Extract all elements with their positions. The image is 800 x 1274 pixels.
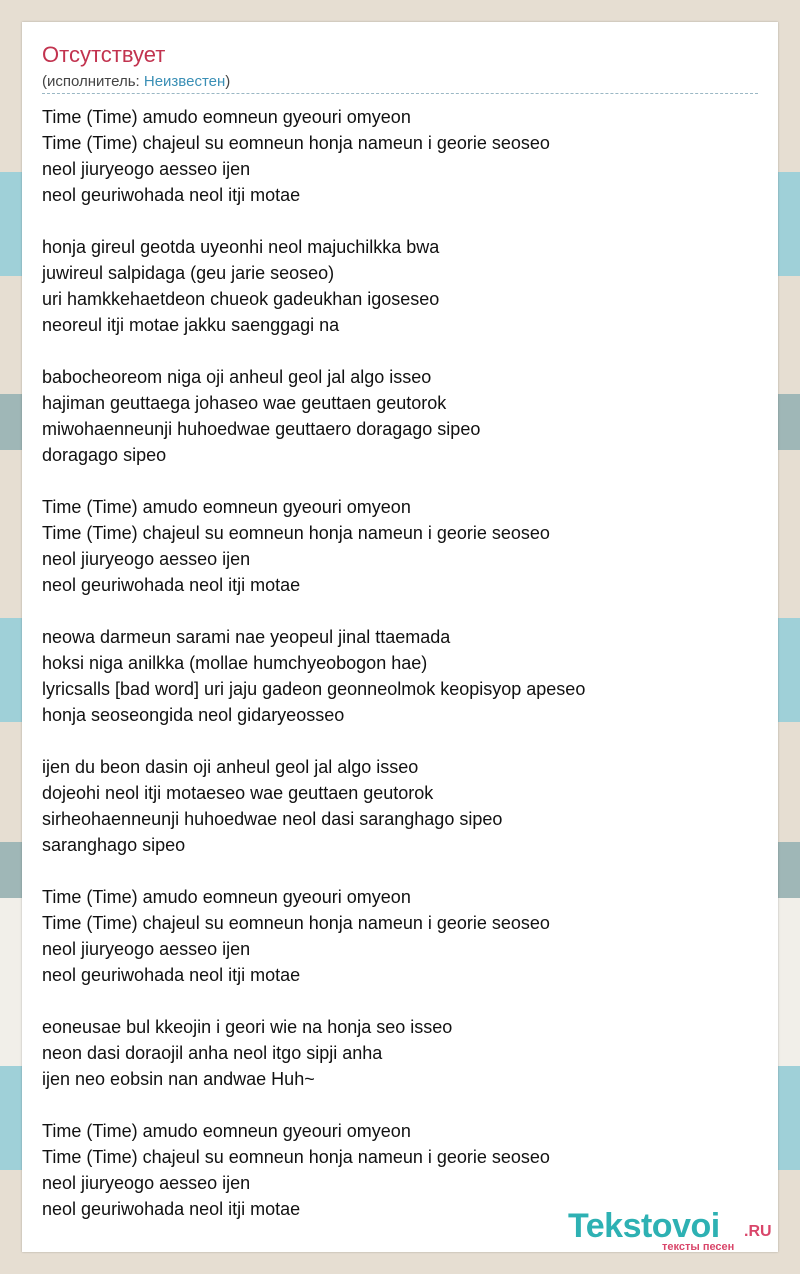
lyric-line: honja seoseongida neol gidaryeosseo <box>42 705 345 725</box>
lyric-line: ijen du beon dasin oji anheul geol jal algo isseo <box>42 757 419 777</box>
lyric-line: neol jiuryeogo aesseo ijen <box>42 939 251 959</box>
lyric-line: ijen neo eobsin nan andwae Huh~ <box>42 1069 315 1089</box>
artist-line <box>42 73 230 90</box>
stanza-break <box>42 338 585 364</box>
lyric-line: doragago sipeo <box>42 445 167 465</box>
stanza-break <box>42 208 585 234</box>
stanza-break <box>42 728 585 754</box>
lyric-line: honja gireul geotda uyeonhi neol majuchilkka bwa <box>42 237 440 257</box>
lyric-line: neol jiuryeogo aesseo ijen <box>42 159 251 179</box>
logo-tld: .RU <box>744 1223 772 1240</box>
lyric-line: Time (Time) amudo eomneun gyeouri omyeon <box>42 887 411 907</box>
lyric-line: juwireul salpidaga (geu jarie seoseo) <box>42 263 335 283</box>
lyric-line: Time (Time) chajeul su eomneun honja nameun i georie seoseo <box>42 1147 550 1167</box>
artist-link[interactable]: Неизвестен <box>143 73 226 90</box>
lyric-line: Time (Time) chajeul su eomneun honja nameun i georie seoseo <box>42 523 550 543</box>
lyric-line: babocheoreom niga oji anheul geol jal algo isseo <box>42 367 432 387</box>
stanza-break <box>42 468 585 494</box>
lyric-line: hajiman geuttaega johaseo wae geuttaen geutorok <box>42 393 447 413</box>
stanza-break <box>42 858 585 884</box>
lyric-line: uri hamkkehaetdeon chueok gadeukhan igoseseo <box>42 289 440 309</box>
lyric-line: Time (Time) amudo eomneun gyeouri omyeon <box>42 497 411 517</box>
lyric-line: neon dasi doraojil anha neol itgo sipji anha <box>42 1043 383 1063</box>
lyric-line: lyricsalls [bad word] uri jaju gadeon geonneolmok keopisyop apeseo <box>42 679 586 699</box>
site-logo[interactable] <box>568 1207 778 1255</box>
stanza-break <box>42 1092 585 1118</box>
lyric-line: sirheohaenneunji huhoedwae neol dasi saranghago sipeo <box>42 809 503 829</box>
stanza-break <box>42 598 585 624</box>
lyric-line: neowa darmeun sarami nae yeopeul jinal ttaemada <box>42 627 451 647</box>
song-title: Отсутствует <box>42 42 166 67</box>
lyric-line: Time (Time) chajeul su eomneun honja nameun i georie seoseo <box>42 913 550 933</box>
artist-label: (исполнитель: <box>42 73 144 90</box>
stanza-break <box>42 988 585 1014</box>
logo-tagline: тексты песен <box>662 1241 735 1253</box>
lyric-line: neol jiuryeogo aesseo ijen <box>42 1173 251 1193</box>
lyric-line: neoreul itji motae jakku saenggagi na <box>42 315 340 335</box>
lyric-line: neol geuriwohada neol itji motae <box>42 185 301 205</box>
lyrics-card <box>22 22 778 1252</box>
lyrics-text <box>42 104 585 1222</box>
logo-name: Tekstovoi <box>568 1207 720 1245</box>
lyric-line: neol geuriwohada neol itji motae <box>42 965 301 985</box>
lyric-line: Time (Time) amudo eomneun gyeouri omyeon <box>42 1121 411 1141</box>
lyric-line: hoksi niga anilkka (mollae humchyeobogon hae) <box>42 653 428 673</box>
lyric-line: neol jiuryeogo aesseo ijen <box>42 549 251 569</box>
lyric-line: saranghago sipeo <box>42 835 186 855</box>
divider <box>42 93 758 94</box>
lyric-line: dojeohi neol itji motaeseo wae geuttaen geutorok <box>42 783 434 803</box>
artist-close: ) <box>225 73 231 90</box>
lyric-line: Time (Time) chajeul su eomneun honja nameun i georie seoseo <box>42 133 550 153</box>
lyric-line: miwohaenneunji huhoedwae geuttaero doragago sipeo <box>42 419 481 439</box>
lyric-line: eoneusae bul kkeojin i geori wie na honja seo isseo <box>42 1017 453 1037</box>
lyric-line: neol geuriwohada neol itji motae <box>42 1199 301 1219</box>
lyric-line: neol geuriwohada neol itji motae <box>42 575 301 595</box>
lyric-line: Time (Time) amudo eomneun gyeouri omyeon <box>42 107 411 127</box>
